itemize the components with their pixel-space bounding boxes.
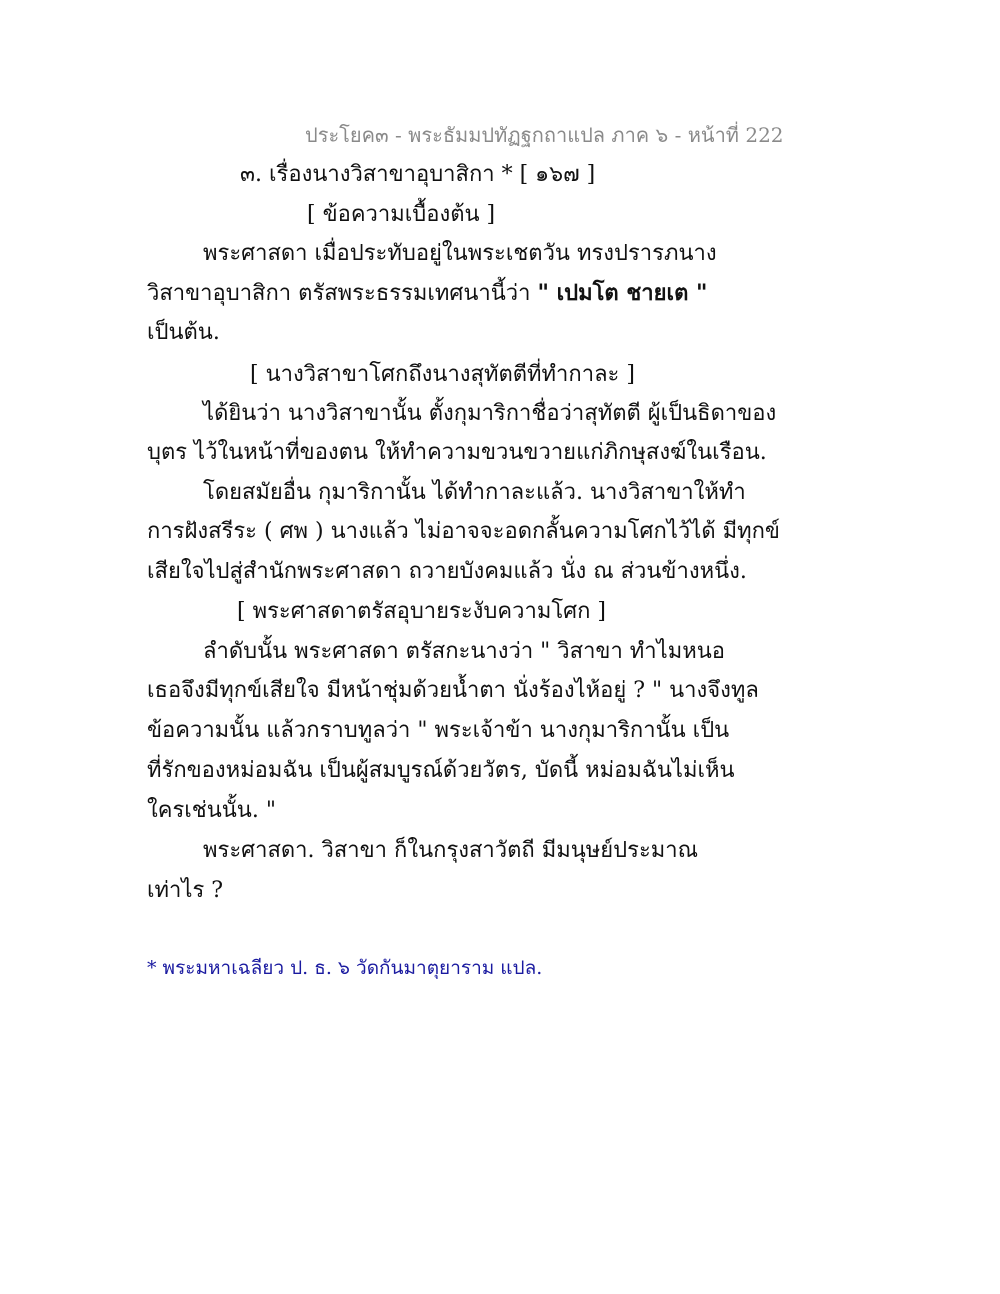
- grief-line-2: บุตร ไว้ในหน้าที่ของตน ให้ทำความขวนขวายแก่ภิกษุสงฆ์ในเรือน.: [147, 440, 767, 465]
- section-heading-grief: [ นางวิสาขาโศกถึงนางสุทัตตีที่ทำกาละ ]: [250, 362, 635, 387]
- remedy-line-4: ที่รักของหม่อมฉัน เป็นผู้สมบูรณ์ด้วยวัตร, บัดนี้ หม่อมฉันไม่เห็น: [147, 758, 735, 783]
- remedy-line-1: ลำดับนั้น พระศาสดา ตรัสกะนางว่า " วิสาขา ทำไมหนอ: [203, 639, 725, 664]
- story-title: ๓. เรื่องนางวิสาขาอุบาสิกา * [ ๑๖๗ ]: [240, 162, 596, 187]
- grief-line-4: การฝังสรีระ ( ศพ ) นางแล้ว ไม่อาจจะอดกลั้นความโศกไว้ได้ มีทุกข์: [147, 519, 780, 544]
- section-heading-remedy: [ พระศาสดาตรัสอุบายระงับความโศก ]: [237, 599, 606, 624]
- page-header: ประโยค๓ - พระธัมมปทัฏฐกถาแปล ภาค ๖ - หน้าที่ 222: [305, 123, 784, 147]
- intro-line-1: พระศาสดา เมื่อประทับอยู่ในพระเชตวัน ทรงปรารภนาง: [203, 241, 717, 266]
- grief-line-1: ได้ยินว่า นางวิสาขานั้น ตั้งกุมาริกาชื่อว่าสุทัตตี ผู้เป็นธิดาของ: [203, 401, 777, 426]
- intro-line-2-text: วิสาขาอุบาสิกา ตรัสพระธรรมเทศนานี้ว่า: [147, 281, 538, 306]
- section-heading-intro: [ ข้อความเบื้องต้น ]: [307, 202, 496, 227]
- remedy-line-2: เธอจึงมีทุกข์เสียใจ มีหน้าชุ่มด้วยน้ำตา นั่งร้องไห้อยู่ ? " นางจึงทูล: [147, 678, 759, 703]
- remedy-line-7: เท่าไร ?: [147, 878, 224, 903]
- intro-line-2: [147, 278, 707, 309]
- grief-line-3: โดยสมัยอื่น กุมาริกานั้น ได้ทำกาละแล้ว. นางวิสาขาให้ทำ: [203, 480, 746, 505]
- grief-line-5: เสียใจไปสู่สำนักพระศาสดา ถวายบังคมแล้ว นั่ง ณ ส่วนข้างหนึ่ง.: [147, 559, 747, 584]
- pali-verse-quote: " เปมโต ชายเต ": [537, 280, 708, 306]
- footnote: * พระมหาเฉลียว ป. ธ. ๖ วัดกันมาตุยาราม แปล.: [147, 957, 543, 979]
- remedy-line-3: ข้อความนั้น แล้วกราบทูลว่า " พระเจ้าข้า นางกุมาริกานั้น เป็น: [147, 718, 730, 743]
- remedy-line-5: ใครเช่นนั้น. ": [147, 798, 276, 823]
- remedy-line-6: พระศาสดา. วิสาขา ก็ในกรุงสาวัตถี มีมนุษย์ประมาณ: [203, 838, 699, 863]
- intro-line-3: เป็นต้น.: [147, 320, 220, 345]
